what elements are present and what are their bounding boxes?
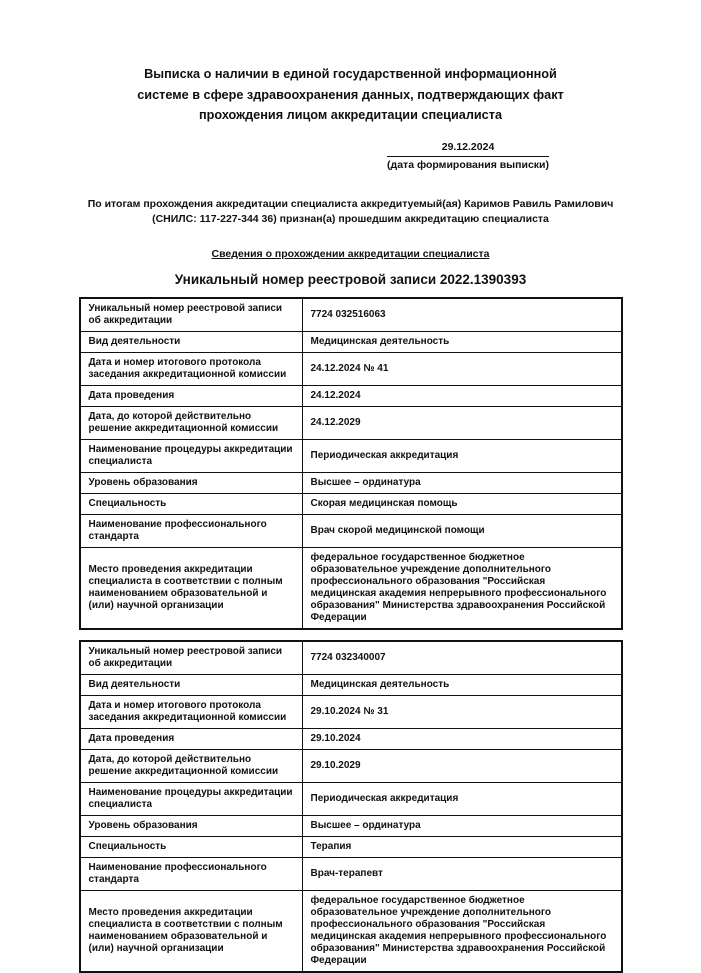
table-row — [80, 890, 622, 972]
row-value: Врач-терапевт — [302, 857, 622, 890]
row-value: Высшее – ординатура — [302, 815, 622, 836]
table-row — [80, 298, 622, 332]
table-row — [80, 815, 622, 836]
table-row — [80, 782, 622, 815]
row-label: Дата и номер итогового протокола заседания аккредитационной комиссии — [80, 352, 303, 385]
row-value: Высшее – ординатура — [302, 472, 622, 493]
row-label: Уникальный номер реестровой записи об аккредитации — [80, 641, 303, 675]
document-title-line-1: Выписка о наличии в единой государственной информационной — [144, 67, 557, 81]
table-row — [80, 695, 622, 728]
row-value: Скорая медицинская помощь — [302, 493, 622, 514]
table-row — [80, 472, 622, 493]
row-value: Периодическая аккредитация — [302, 782, 622, 815]
table-row — [80, 331, 622, 352]
table-row — [80, 674, 622, 695]
table-row — [80, 728, 622, 749]
row-label: Наименование процедуры аккредитации специалиста — [80, 439, 303, 472]
row-label: Место проведения аккредитации специалиста в соответствии с полным наименованием образовательной и (или) научной организации — [80, 890, 303, 972]
table-row — [80, 857, 622, 890]
table-row — [80, 547, 622, 629]
row-label: Место проведения аккредитации специалиста в соответствии с полным наименованием образовательной и (или) научной организации — [80, 547, 303, 629]
intro-paragraph: По итогам прохождения аккредитации специалиста аккредитуемый(ая) Каримов Равиль Рамилович (СНИЛС: 117-227-344 36) признан(а) прошедшим аккредитацию специалиста — [87, 197, 614, 225]
row-label: Уровень образования — [80, 472, 303, 493]
table-row — [80, 406, 622, 439]
row-value: 29.10.2029 — [302, 749, 622, 782]
row-label: Наименование профессионального стандарта — [80, 857, 303, 890]
row-label: Дата, до которой действительно решение аккредитационной комиссии — [80, 406, 303, 439]
row-value: 24.12.2024 — [302, 385, 622, 406]
table-row — [80, 385, 622, 406]
table-row — [80, 352, 622, 385]
row-label: Специальность — [80, 836, 303, 857]
table-row — [80, 514, 622, 547]
row-value: 7724 032516063 — [302, 298, 622, 332]
row-label: Вид деятельности — [80, 331, 303, 352]
row-label: Специальность — [80, 493, 303, 514]
row-label: Вид деятельности — [80, 674, 303, 695]
table-row — [80, 641, 622, 675]
row-value: 29.10.2024 — [302, 728, 622, 749]
formation-date: 29.12.2024 — [387, 141, 549, 157]
formation-date-caption: (дата формирования выписки) — [387, 158, 549, 171]
table-row — [80, 493, 622, 514]
row-label: Наименование профессионального стандарта — [80, 514, 303, 547]
row-label: Наименование процедуры аккредитации специалиста — [80, 782, 303, 815]
row-value: Врач скорой медицинской помощи — [302, 514, 622, 547]
row-label: Дата и номер итогового протокола заседания аккредитационной комиссии — [80, 695, 303, 728]
row-value: федеральное государственное бюджетное образовательное учреждение дополнительного профессионального образования "Российская медицинская академия непрерывного профессионального образования" Министерства здравоохранения Российской Федерации — [302, 547, 622, 629]
row-value: 29.10.2024 № 31 — [302, 695, 622, 728]
row-value: Медицинская деятельность — [302, 674, 622, 695]
registry-number-heading: Уникальный номер реестровой записи 2022.1390393 — [174, 271, 527, 287]
row-value: 7724 032340007 — [302, 641, 622, 675]
row-value: 24.12.2029 — [302, 406, 622, 439]
accreditation-table-2 — [79, 640, 623, 973]
row-value: 24.12.2024 № 41 — [302, 352, 622, 385]
document-title — [0, 64, 701, 126]
document-title-line-3: прохождения лицом аккредитации специалиста — [198, 108, 503, 122]
table-row — [80, 749, 622, 782]
row-value: Медицинская деятельность — [302, 331, 622, 352]
table-row — [80, 439, 622, 472]
document-title-line-2: системе в сфере здравоохранения данных, подтверждающих факт — [137, 87, 564, 102]
accreditation-table-1 — [79, 297, 623, 630]
formation-date-block — [387, 141, 549, 172]
row-label: Дата проведения — [80, 728, 303, 749]
row-label: Дата проведения — [80, 385, 303, 406]
row-label: Уникальный номер реестровой записи об аккредитации — [80, 298, 303, 332]
row-value: Терапия — [302, 836, 622, 857]
row-label: Уровень образования — [80, 815, 303, 836]
row-value: федеральное государственное бюджетное образовательное учреждение дополнительного профессионального образования "Российская медицинская академия непрерывного профессионального образования" Министерства здравоохранения Российской Федерации — [302, 890, 622, 972]
section-heading: Сведения о прохождении аккредитации специалиста — [211, 247, 490, 260]
row-value: Периодическая аккредитация — [302, 439, 622, 472]
row-label: Дата, до которой действительно решение аккредитационной комиссии — [80, 749, 303, 782]
table-row — [80, 836, 622, 857]
